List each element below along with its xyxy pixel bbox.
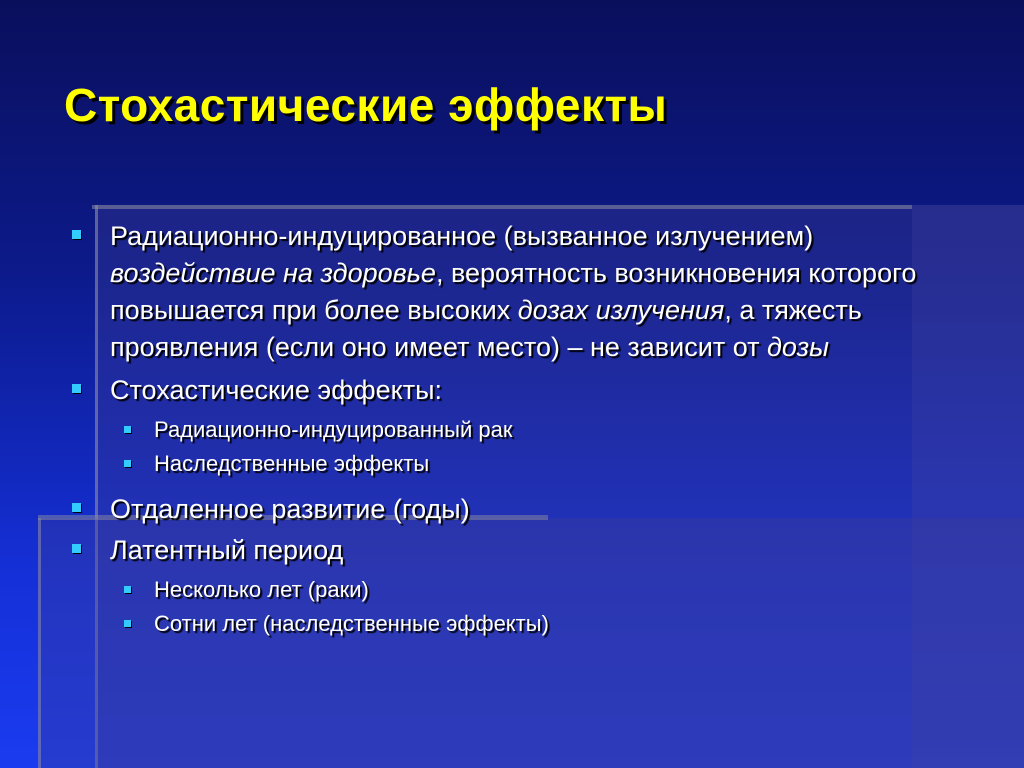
sub-bullet-hereditary-text: Наследственные эффекты [154, 451, 430, 476]
sub-bullet-cancer [68, 413, 968, 447]
bullet-stochastic-effects [68, 372, 968, 409]
bullet-square-icon [72, 230, 81, 239]
slide-content [68, 218, 968, 641]
bullet-definition-text-1: Радиационно-индуцированное (вызванное излучением) [110, 221, 814, 251]
bullet-delayed-development-text: Отдаленное развитие (годы) [110, 494, 470, 524]
bullet-square-icon [72, 544, 81, 553]
bullet-definition-italic-3: дозы [766, 332, 830, 362]
sub-bullet-square-icon [124, 586, 131, 593]
bullet-latent-period-text: Латентный период [110, 535, 344, 565]
bullet-square-icon [72, 503, 81, 512]
sub-bullet-years-cancers-text: Несколько лет (раки) [154, 577, 369, 602]
bullet-definition-italic-1: воздействие на здоровье [110, 258, 436, 288]
sub-bullet-years-cancers [68, 573, 968, 607]
bullet-definition-italic-2: дозах излучения [517, 295, 725, 325]
bullet-definition [68, 218, 968, 366]
bullet-delayed-development [68, 491, 968, 528]
bullet-latent-period [68, 532, 968, 569]
bullet-square-icon [72, 384, 81, 393]
bullet-definition-text-3: , а тяжесть проявления (если оно имеет место) – не зависит от [110, 295, 862, 362]
bullet-definition-text-2: , вероятность возникновения которого повышается при более высоких [110, 258, 917, 325]
sub-bullet-hereditary [68, 447, 968, 481]
slide-title: Стохастические эффекты [64, 79, 668, 131]
sub-bullet-square-icon [124, 426, 131, 433]
decorative-panel-top-edge [92, 205, 912, 209]
sub-bullet-cancer-text: Радиационно-индуцированный рак [154, 417, 513, 442]
sub-bullet-square-icon [124, 620, 131, 627]
sub-bullet-square-icon [124, 460, 131, 467]
sub-bullet-centuries-hereditary [68, 607, 968, 641]
sub-bullet-centuries-hereditary-text: Сотни лет (наследственные эффекты) [154, 611, 549, 636]
bullet-stochastic-effects-text: Стохастические эффекты: [110, 375, 443, 405]
